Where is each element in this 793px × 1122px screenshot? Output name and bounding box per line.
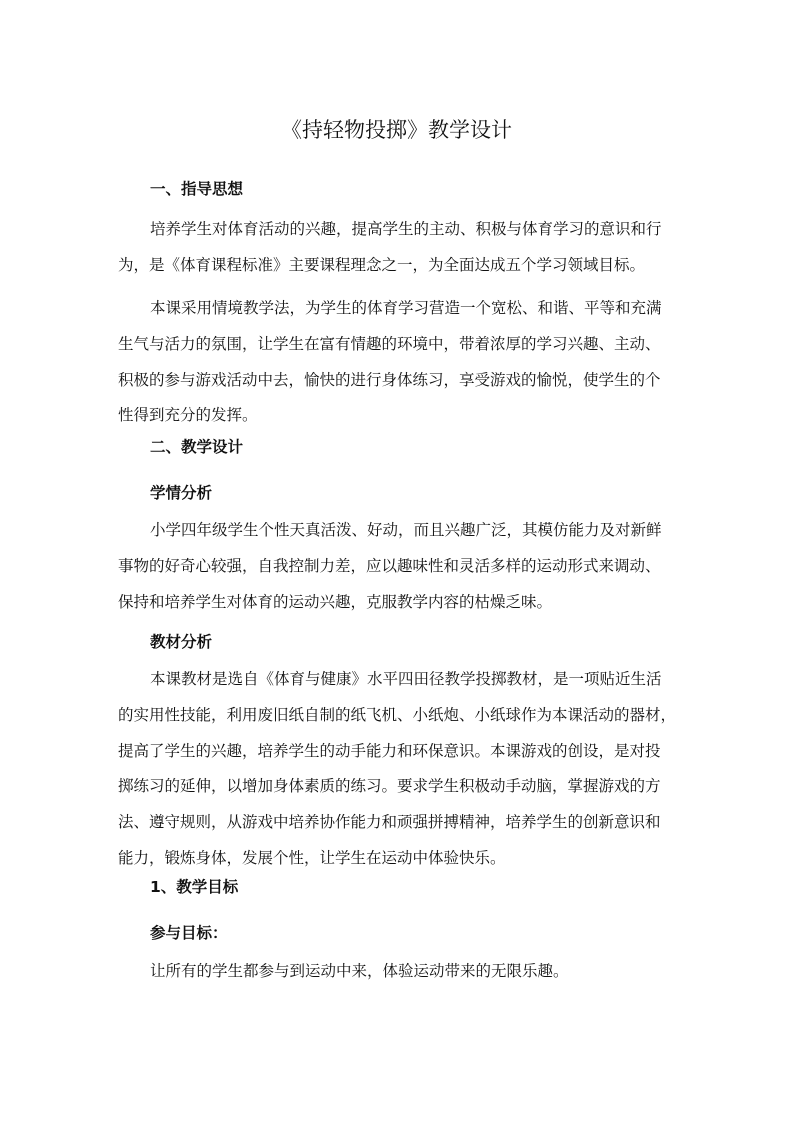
text-line: 保持和培养学生对体育的运动兴趣，克服教学内容的枯燥乏味。 [118, 592, 553, 611]
subheading-teaching-goals: 1、教学目标 [150, 878, 239, 896]
text-line: 积极的参与游戏活动中去，愉快的进行身体练习，享受游戏的愉悦，使学生的个 [118, 370, 661, 389]
subheading-material-analysis: 教材分析 [150, 633, 213, 651]
subheading-participation-goal: 参与目标： [150, 924, 228, 942]
text-line: 性得到充分的发挥。 [118, 406, 258, 425]
document-title: 《持轻物投掷》教学设计 [281, 118, 512, 142]
section-heading-teaching-design: 二、教学设计 [150, 438, 244, 456]
paragraph-guiding-thought-1 [118, 212, 683, 284]
paragraph-student-analysis [118, 513, 683, 620]
paragraph-material-analysis [118, 662, 683, 877]
text-line: 掷练习的延伸，以增加身体素质的练习。要求学生积极动手动脑，掌握游戏的方 [118, 777, 661, 796]
text-line: 的实用性技能，利用废旧纸自制的纸飞机、小纸炮、小纸球作为本课活动的器材， [118, 705, 677, 724]
paragraph-participation-goal [118, 954, 683, 990]
text-line: 能力，锻炼身体，发展个性，让学生在运动中体验快乐。 [118, 848, 506, 867]
text-line: 培养学生对体育活动的兴趣，提高学生的主动、积极与体育学习的意识和行 [150, 220, 662, 238]
text-line: 本课教材是选自《体育与健康》水平四田径教学投掷教材，是一项贴近生活 [150, 670, 662, 688]
text-line: 生气与活力的氛围，让学生在富有情趣的环境中，带着浓厚的学习兴趣、主动、 [118, 334, 661, 353]
text-line: 法、遵守规则，从游戏中培养协作能力和顽强拼搏精神，培养学生的创新意识和 [118, 813, 661, 832]
text-line: 为，是《体育课程标准》主要课程理念之一，为全面达成五个学习领域目标。 [118, 255, 646, 274]
text-line: 小学四年级学生个性天真活泼、好动，而且兴趣广泛，其模仿能力及对新鲜 [150, 521, 662, 539]
paragraph-guiding-thought-2 [118, 291, 683, 434]
text-line: 提高了学生的兴趣，培养学生的动手能力和环保意识。本课游戏的创设，是对投 [118, 741, 661, 760]
section-heading-guiding-thought: 一、指导思想 [150, 180, 244, 198]
text-line: 事物的好奇心较强，自我控制力差，应以趣味性和灵活多样的运动形式来调动、 [118, 556, 661, 575]
text-line: 让所有的学生都参与到运动中来，体验运动带来的无限乐趣。 [150, 962, 569, 980]
subheading-student-analysis: 学情分析 [150, 484, 213, 502]
text-line: 本课采用情境教学法，为学生的体育学习营造一个宽松、和谐、平等和充满 [150, 299, 662, 317]
